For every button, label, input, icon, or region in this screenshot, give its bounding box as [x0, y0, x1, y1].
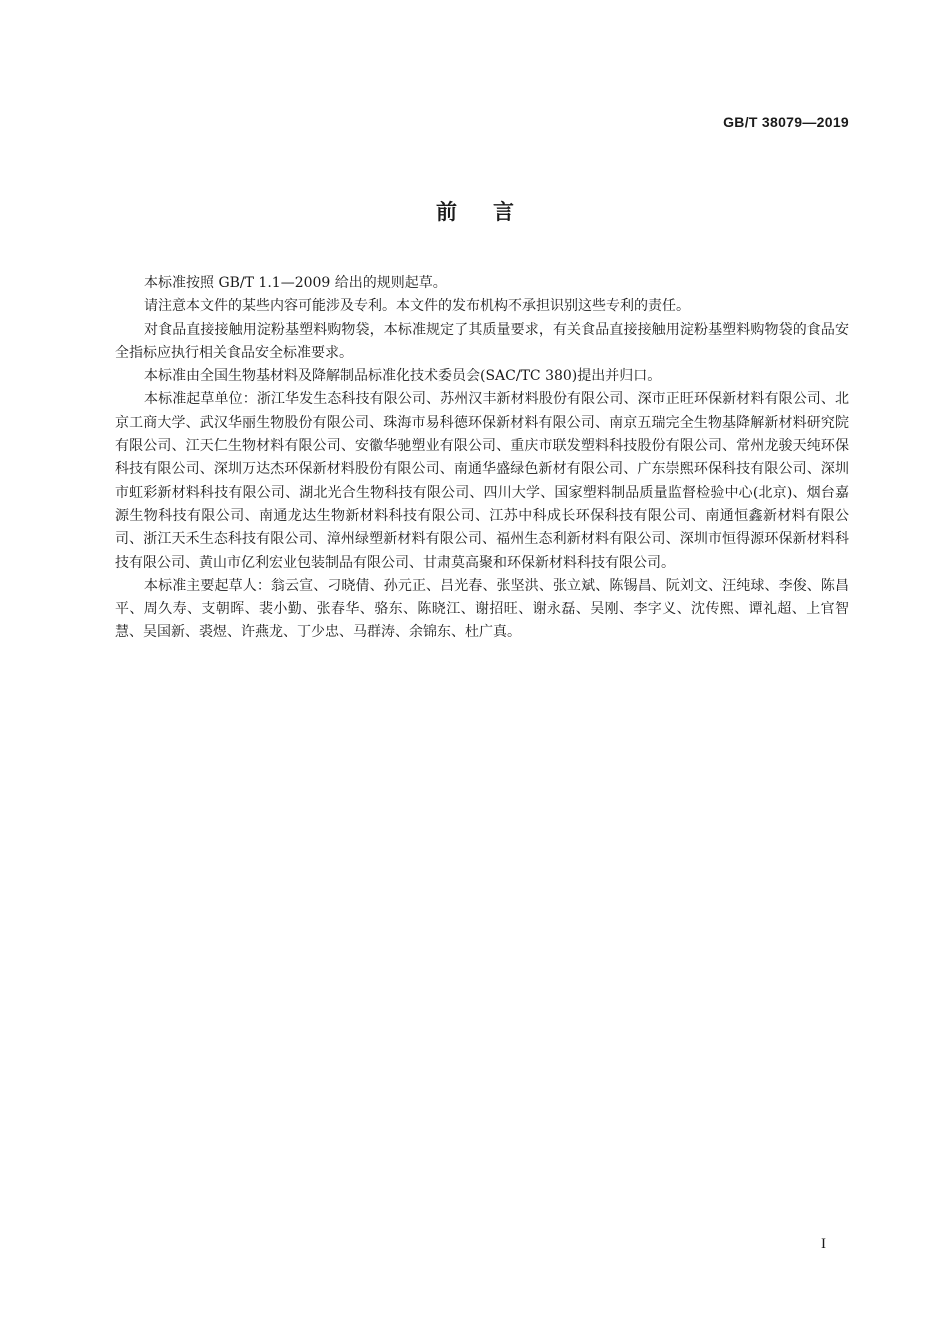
paragraph-drafting-rules: 本标准按照 GB/T 1.1—2009 给出的规则起草。	[144, 275, 447, 291]
paragraph-drafters: 本标准主要起草人：翁云宣、刁晓倩、孙元正、吕光春、张坚洪、张立斌、陈锡昌、阮刘文、汪纯球、李俊、陈昌平、周久寿、支朝晖、裴小勤、张春华、骆东、陈晓江、谢招旺、谢永磊、吴刚、李字义、沈传熙、谭礼超、上官智慧、吴国新、裘煜、许燕龙、丁少忠、马群涛、余锦东、杜广真。	[115, 577, 849, 641]
paragraph-drafting-units: 本标准起草单位：浙江华发生态科技有限公司、苏州汉丰新材料股份有限公司、深市正旺环保新材料有限公司、北京工商大学、武汉华丽生物股份有限公司、珠海市易科德环保新材料有限公司、南京五瑞完全生物基降解新材料研究院有限公司、江天仁生物材料有限公司、安徽华驰塑业有限公司、重庆市联发塑料科技股份有限公司、常州龙骏天纯环保科技有限公司、深圳万达杰环保新材料股份有限公司、南通华盛绿色新材有限公司、广东崇熙环保科技有限公司、深圳市虹彩新材料科技有限公司、湖北光合生物科技有限公司、四川大学、国家塑料制品质量监督检验中心(北京)、烟台嘉源生物科技有限公司、南通龙达生物新材料科技有限公司、江苏中科成长环保科技有限公司、南通恒鑫新材料有限公司、浙江天禾生态科技有限公司、漳州绿塑新材料有限公司、福州生态利新材料有限公司、深圳市恒得源环保新材料科技有限公司、黄山市亿利宏业包装制品有限公司、甘肃莫高聚和环保新材料科技有限公司。	[115, 391, 849, 571]
page-number: I	[821, 1236, 826, 1252]
standard-code: GB/T 38079—2019	[723, 114, 849, 130]
paragraph-proposer: 本标准由全国生物基材料及降解制品标准化技术委员会(SAC/TC 380)提出并归口。	[144, 368, 662, 385]
paragraph-patent-notice: 请注意本文件的某些内容可能涉及专利。本文件的发布机构不承担识别这些专利的责任。	[144, 298, 690, 315]
page-title: 前言	[436, 200, 550, 224]
document-body	[115, 272, 849, 645]
paragraph-scope: 对食品直接接触用淀粉基塑料购物袋，本标准规定了其质量要求，有关食品直接接触用淀粉基塑料购物袋的食品安全指标应执行相关食品安全标准要求。	[115, 321, 849, 361]
